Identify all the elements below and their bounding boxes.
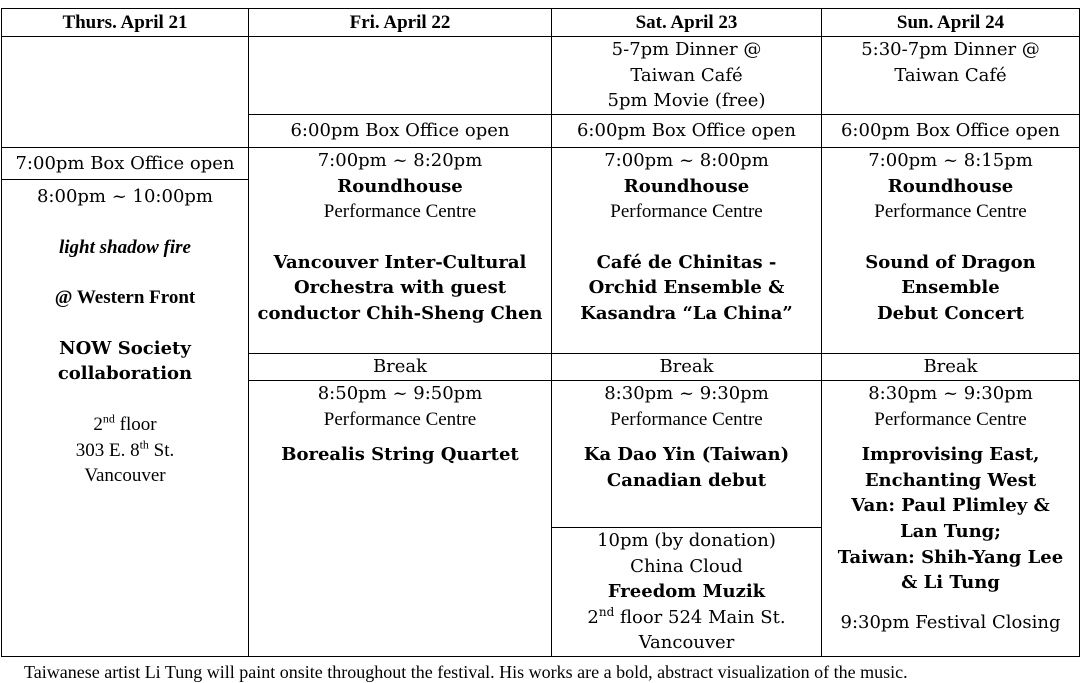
thu-address: 303 E. 8th St. [75, 437, 175, 461]
sun-venue-bold: Roundhouse [887, 175, 1014, 197]
sat-late-show [552, 528, 822, 657]
sun-venue: Performance Centre [874, 201, 1027, 223]
festival-schedule-table [1, 8, 1080, 657]
sat-box-office: 6:00pm Box Office open [552, 115, 822, 148]
sun-break: Break [822, 354, 1080, 381]
sun-dinner-cell [822, 37, 1080, 115]
fri-empty-cell [249, 37, 552, 115]
thu-box-office: 7:00pm Box Office open [2, 148, 249, 180]
thu-empty-cell [2, 37, 249, 148]
thu-venue: @ Western Front [54, 287, 196, 309]
fri-concert-1 [249, 148, 552, 354]
sat-late-city: Vancouver [638, 632, 735, 654]
fri-venue-2: Performance Centre [323, 408, 477, 430]
sun-act-1-line-2: Ensemble [901, 277, 1000, 299]
footer-note: Taiwanese artist Li Tung will paint onsite throughout the festival. His works are a bold, abstract visualization of the music. [24, 662, 908, 682]
sat-late-address: 2nd floor 524 Main St. [587, 604, 786, 628]
sat-act-1-line-2: Orchid Ensemble & [588, 277, 785, 299]
sun-time-2: 8:30pm ~ 9:30pm [868, 383, 1033, 404]
sat-concert-2 [552, 381, 822, 528]
fri-time-1: 7:00pm ~ 8:20pm [317, 150, 483, 171]
fri-act-1-line-3: conductor Chih-Sheng Chen [257, 302, 543, 324]
fri-act-2: Borealis String Quartet [281, 444, 519, 466]
header-row [2, 9, 1080, 37]
sun-closing: 9:30pm Festival Closing [840, 611, 1061, 633]
sat-act-1-line-3: Kasandra “La China” [580, 302, 793, 324]
thu-floor: 2nd floor [93, 411, 157, 435]
sun-act-2-line-4: Lan Tung; [900, 520, 1001, 542]
sat-movie-line: 5pm Movie (free) [607, 90, 766, 112]
fri-time-2: 8:50pm ~ 9:50pm [317, 383, 483, 404]
thu-collab-line-2: collaboration [57, 363, 193, 385]
thu-city: Vancouver [84, 465, 166, 487]
thu-title: light shadow fire [59, 236, 191, 258]
sun-act-1-line-3: Debut Concert [877, 302, 1024, 324]
fri-act-1-line-2: Orchestra with guest [293, 277, 507, 299]
dinner-row [2, 37, 1080, 115]
concert-row [2, 148, 1080, 180]
sat-act-2-line-2: Canadian debut [606, 469, 767, 491]
sat-dinner-cell [552, 37, 822, 115]
fri-box-office: 6:00pm Box Office open [249, 115, 552, 148]
fri-concert-2 [249, 381, 552, 657]
sat-venue: Performance Centre [610, 201, 763, 223]
sun-act-1-line-1: Sound of Dragon [865, 251, 1036, 273]
sat-dinner-line-1: 5-7pm Dinner @ [611, 39, 762, 60]
sun-dinner-line-2: Taiwan Café [894, 64, 1007, 86]
fri-venue: Performance Centre [323, 201, 477, 223]
header-friday: Fri. April 22 [249, 9, 552, 37]
sat-break: Break [552, 354, 822, 381]
sat-late-name: China Cloud [630, 555, 743, 577]
sun-act-2-line-1: Improvising East, [861, 444, 1040, 466]
fri-break: Break [249, 354, 552, 381]
sun-venue-2: Performance Centre [874, 408, 1027, 430]
sat-venue-bold: Roundhouse [623, 175, 750, 197]
sat-concert-1 [552, 148, 822, 354]
sat-late-time: 10pm (by donation) [597, 530, 776, 551]
sun-act-2-line-6: & Li Tung [901, 572, 1000, 594]
header-sunday: Sun. April 24 [822, 9, 1080, 37]
sun-act-2-line-3: Van: Paul Plimley & [851, 495, 1050, 517]
thu-main-event [2, 180, 249, 657]
sun-box-office: 6:00pm Box Office open [822, 115, 1080, 148]
sat-venue-2: Performance Centre [610, 408, 763, 430]
sun-dinner-line-1: 5:30-7pm Dinner @ [861, 39, 1040, 60]
sun-act-2-line-5: Taiwan: Shih-Yang Lee [837, 546, 1064, 568]
sat-late-act: Freedom Muzik [607, 581, 766, 603]
sat-act-2-line-1: Ka Dao Yin (Taiwan) [583, 444, 790, 466]
sat-act-1-line-1: Café de Chinitas - [596, 251, 777, 273]
header-thursday: Thurs. April 21 [2, 9, 249, 37]
thu-collab-line-1: NOW Society [59, 337, 191, 359]
sat-time-1: 7:00pm ~ 8:00pm [604, 150, 769, 171]
fri-venue-bold: Roundhouse [337, 175, 463, 197]
fri-act-1-line-1: Vancouver Inter-Cultural [273, 251, 527, 273]
sat-dinner-line-2: Taiwan Café [630, 64, 743, 86]
sat-time-2: 8:30pm ~ 9:30pm [604, 383, 769, 404]
header-saturday: Sat. April 23 [552, 9, 822, 37]
thu-time: 8:00pm ~ 10:00pm [36, 186, 213, 207]
sun-concert-1 [822, 148, 1080, 354]
sun-concert-2 [822, 381, 1080, 657]
sun-time-1: 7:00pm ~ 8:15pm [868, 150, 1033, 171]
sun-act-2-line-2: Enchanting West [864, 469, 1037, 491]
